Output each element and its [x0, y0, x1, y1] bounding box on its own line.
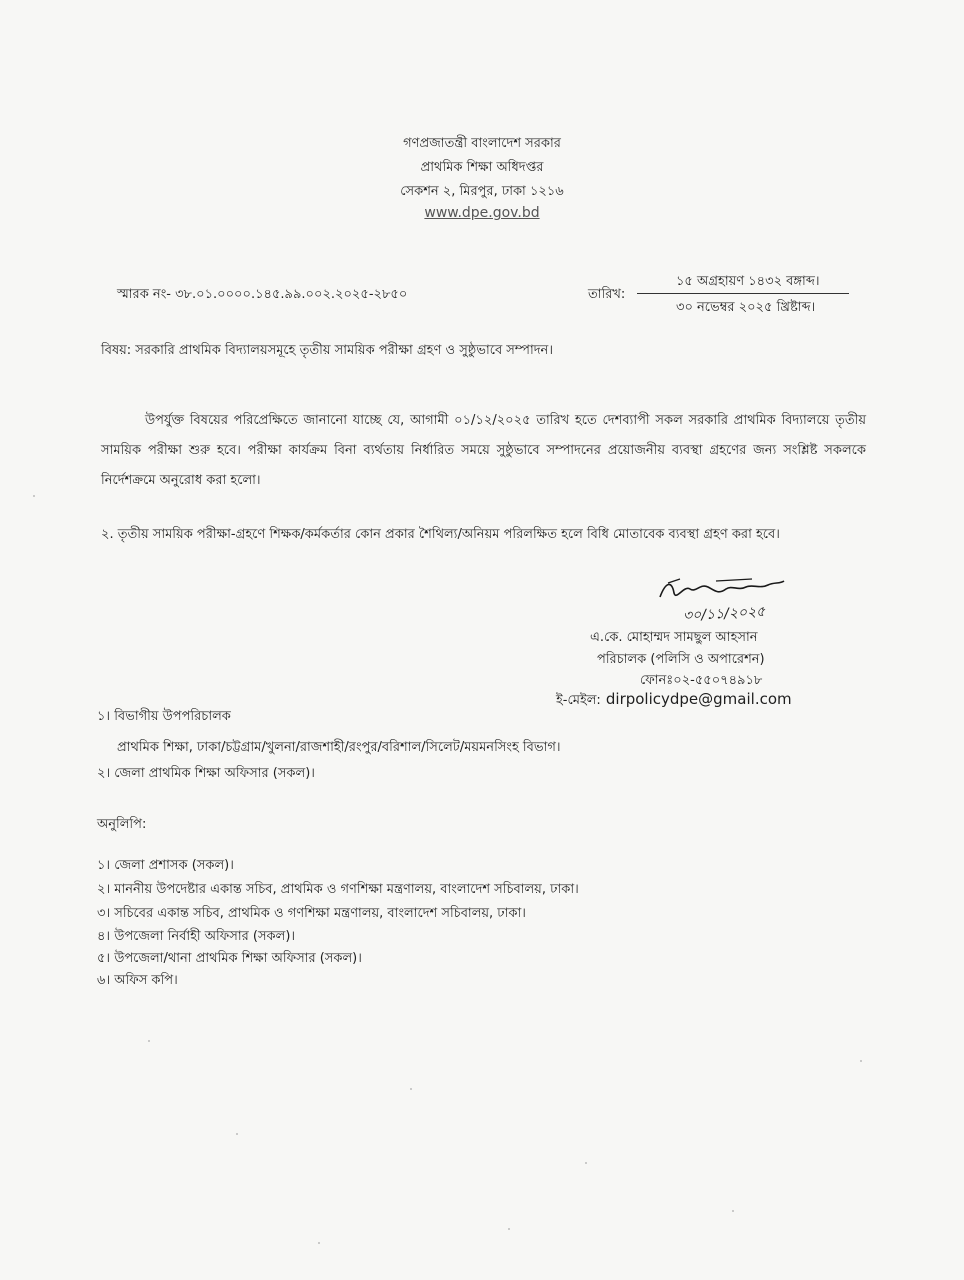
date-bangla: ১৫ অগ্রহায়ণ ১৪৩২ বঙ্গাব্দ। [676, 274, 820, 289]
signatory-name: এ.কে. মোহাম্মদ সামছুল আহসান [590, 630, 758, 645]
scan-speck [318, 1242, 320, 1244]
scan-speck [508, 1228, 510, 1230]
scan-speck [732, 1210, 734, 1212]
signatory-designation: পরিচালক (পলিসি ও অপারেশন) [597, 652, 765, 667]
scan-speck [33, 495, 35, 497]
signatory-phone: ফোনঃ০২-৫৫০৭৪৯১৮ [640, 673, 763, 688]
recipient-1-detail: প্রাথমিক শিক্ষা, ঢাকা/চট্টগ্রাম/খুলনা/রাজশাহী/রংপুর/বরিশাল/সিলেট/ময়মনসিংহ বিভাগ। [117, 740, 561, 755]
copy-item: ৪। উপজেলা নির্বাহী অফিসার (সকল)। [97, 929, 296, 944]
copies-heading: অনুলিপি: [97, 817, 147, 832]
copy-item: ৫। উপজেলা/থানা প্রাথমিক শিক্ষা অফিসার (সকল)। [97, 951, 362, 966]
header-government: গণপ্রজাতন্ত্রী বাংলাদেশ সরকার [403, 136, 561, 151]
date-divider [637, 293, 849, 294]
memo-ref: স্মারক নং- ৩৮.০১.০০০০.১৪৫.৯৯.০০২.২০২৫-২৮৫০ [117, 287, 408, 302]
header-department: প্রাথমিক শিক্ষা অধিদপ্তর [420, 160, 544, 175]
scan-speck [860, 1060, 862, 1062]
scan-speck [585, 1162, 587, 1164]
scan-speck [410, 1088, 412, 1090]
scan-speck [236, 1133, 238, 1135]
header-address: সেকশন ২, মিরপুর, ঢাকা ১২১৬ [400, 184, 564, 199]
signatory-email-row [556, 689, 792, 712]
recipient-1: ১। বিভাগীয় উপপরিচালক [97, 709, 231, 724]
recipient-2: ২। জেলা প্রাথমিক শিক্ষা অফিসার (সকল)। [97, 766, 315, 781]
copy-item: ১। জেলা প্রশাসক (সকল)। [97, 858, 234, 873]
signature-date: ৩০/১১/২০২৫ [682, 603, 766, 625]
email-address[interactable]: dirpolicydpe@gmail.com [605, 690, 792, 708]
scan-speck [148, 1040, 150, 1042]
subject-line: বিষয়: সরকারি প্রাথমিক বিদ্যালয়সমূহে তৃতীয় সাময়িক পরীক্ষা গ্রহণ ও সুষ্ঠুভাবে সম্পাদন। [101, 343, 553, 358]
copy-item: ৬। অফিস কপি। [97, 973, 178, 988]
copy-item: ২। মাননীয় উপদেষ্টার একান্ত সচিব, প্রাথমিক ও গণশিক্ষা মন্ত্রণালয়, বাংলাদেশ সচিবালয়, ঢাকা। [97, 882, 579, 897]
body-paragraph-2: ২. তৃতীয় সাময়িক পরীক্ষা-গ্রহণে শিক্ষক/কর্মকর্তার কোন প্রকার শৈথিল্য/অনিয়ম পরিলক্ষিত হলে বিধি মোতাবেক ব্যবস্থা গ্রহণ করা হবে। [101, 527, 780, 542]
header-website-wrap [0, 205, 964, 221]
email-label: ই-মেইল: [556, 693, 601, 708]
copy-item: ৩। সচিবের একান্ত সচিব, প্রাথমিক ও গণশিক্ষা মন্ত্রণালয়, বাংলাদেশ সচিবালয়, ঢাকা। [97, 906, 526, 921]
date-gregorian: ৩০ নভেম্বর ২০২৫ খ্রিষ্টাব্দ। [676, 300, 816, 315]
date-label: তারিখ: [588, 287, 626, 302]
body-paragraph-1: উপর্যুক্ত বিষয়ের পরিপ্রেক্ষিতে জানানো যাচ্ছে যে, আগামী ০১/১২/২০২৫ তারিখ হতে দেশব্যাপী সকল সরকারি প্রাথমিক বিদ্যালয়ে তৃতীয় সাময়িক পরীক্ষা শুরু হবে। পরীক্ষা কার্যক্রম বিনা ব্যর্থতায় নির্ধারিত সময়ে সুষ্ঠুভাবে সম্পাদনের প্রয়োজনীয় ব্যবস্থা গ্রহণের জন্য সংশ্লিষ্ট সকলকে নির্দেশক্রমে অনুরোধ করা হলো। [101, 413, 866, 488]
header-website-link[interactable]: www.dpe.gov.bd [424, 205, 540, 221]
